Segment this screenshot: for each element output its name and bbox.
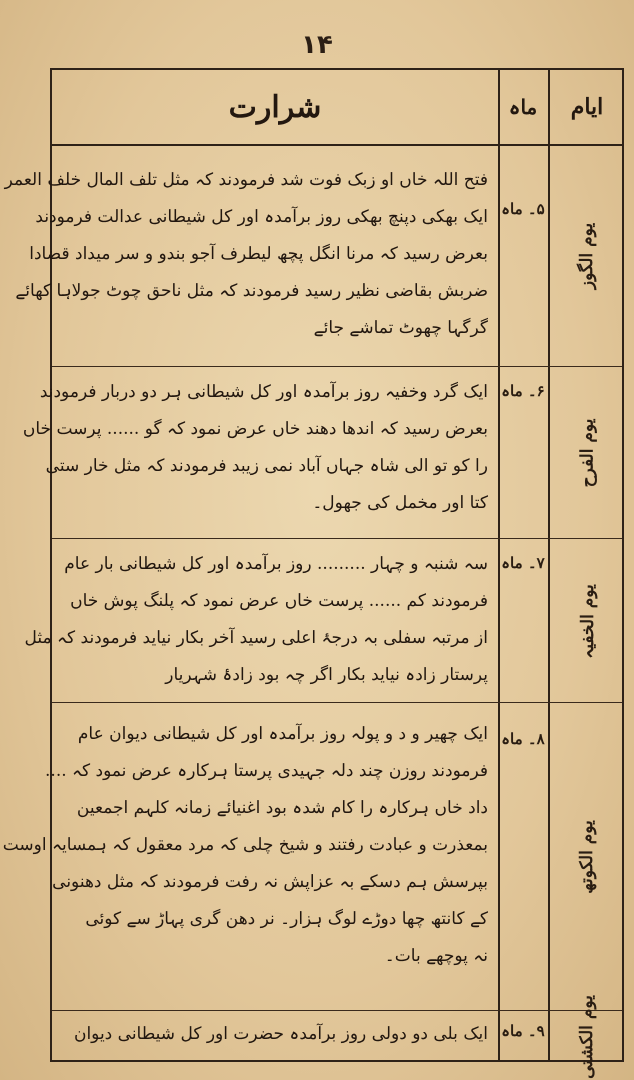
- text-line: را کو تو الی شاہ جہاں آباد نمی زیبد فرمودند کہ مثل خار ستی: [45, 456, 488, 476]
- text-line: بپرسش ہم دسکے بہ عزاپش نہ رفت فرمودند کہ مثل دھنونی: [52, 872, 488, 892]
- text-line: فرمودند روزن چند دلہ جہیدی پرستا ہرکارہ عرض نمود کہ ....: [45, 761, 488, 781]
- text-line: بمعذرت و عبادت رفتند و شیخ چلی کہ مرد معقول کہ ہمسایہ اوست: [2, 835, 488, 855]
- entry-text: [2, 716, 488, 975]
- text-line: کے کانتھ چھا دوڑے لوگ ہزار۔ نر دھن گری پہاڑ سے کوئی: [85, 909, 488, 929]
- month-label: ۷۔ ماہ: [501, 554, 545, 572]
- header-month: ماہ: [508, 95, 538, 119]
- page-number: ۱۴: [301, 30, 333, 60]
- text-line: فتح اللہ خاں او زبک فوت شد فرمودند کہ مثل تلف المال خلف العمر: [4, 170, 488, 190]
- text-line: سہ شنبہ و چہار ......... روز برآمدہ اور کل شیطانی بار عام: [64, 554, 488, 574]
- text-line: داد خاں ہرکارہ را کام شدہ بود اغنیائے زمانہ کلہم اجمعین: [76, 798, 488, 818]
- header-days: ایام: [570, 94, 604, 120]
- text-line: ایک چھیر و د و پولہ روز برآمدہ اور کل شیطانی دیوان عام: [77, 724, 488, 744]
- day-label: یوم الخفیہ: [577, 583, 598, 659]
- row-day-cell: [548, 704, 626, 1010]
- day-label: یوم الگوز: [577, 222, 597, 290]
- month-label: ۹۔ ماہ: [501, 1022, 545, 1040]
- row-day-cell: [548, 995, 626, 1079]
- row-day-cell: [548, 540, 626, 702]
- month-label: ۵۔ ماہ: [501, 200, 545, 218]
- entry-text: [24, 546, 488, 694]
- header-divider: [52, 144, 622, 146]
- ledger-table: [2, 68, 624, 1079]
- header-mischief: شرارت: [228, 89, 322, 125]
- text-line: ضربش بقاضی نظیر رسید فرمودند کہ مثل ناحق چوٹ جولاہا کھائے: [15, 281, 488, 301]
- row-day-cell: [548, 368, 626, 538]
- text-line: ایک بھکی دپنچ بھکی روز برآمدہ اور کل شیطانی عدالت فرمودند: [35, 207, 488, 227]
- month-label: ۸۔ ماہ: [501, 730, 545, 748]
- row-divider: [52, 366, 622, 367]
- entry-text: [62, 1016, 488, 1053]
- row-divider: [52, 702, 622, 703]
- text-line: کتا اور مخمل کی جھول۔: [312, 493, 488, 513]
- row-divider: [52, 538, 622, 539]
- text-line: فرمودند کم ...... پرست خاں عرض نمود کہ پلنگ پوش خاں: [70, 591, 488, 611]
- text-line: ایک بلی دو دولی روز برآمدہ حضرت اور کل شیطانی دیوان: [73, 1024, 488, 1044]
- text-line: نہ پوچھے بات۔: [384, 946, 488, 966]
- text-line: گرگہا چھوٹ تماشے جائے: [313, 318, 488, 338]
- text-line: از مرتبہ سفلی بہ درجۂ اعلی رسید آخر بکار نیاید فرمودند کہ مثل: [24, 628, 488, 648]
- text-line: بعرض رسید کہ اندھا دھند خاں عرض نمود کہ گو ...... پرست خاں: [22, 419, 488, 439]
- day-label: یوم الفرح: [576, 418, 597, 488]
- entry-text: [22, 374, 488, 522]
- row-day-cell: [548, 146, 626, 366]
- text-line: پرستار زادہ نیاید بکار اگر چہ بود زادۂ شہریار: [165, 665, 488, 685]
- row-divider: [52, 1010, 622, 1011]
- text-line: ایک گرد وخفیہ روز برآمدہ اور کل شیطانی ہر دو دربار فرمودند: [39, 382, 488, 402]
- text-line: بعرض رسید کہ مرنا انگل پچھ لیطرف آجو بندو و سر میداد قضادا: [29, 244, 488, 264]
- entry-text: [4, 162, 488, 347]
- day-label: یوم الکوتھ: [576, 820, 597, 894]
- day-label: یوم الکشتی: [577, 995, 597, 1079]
- month-label: ۶۔ ماہ: [501, 382, 545, 400]
